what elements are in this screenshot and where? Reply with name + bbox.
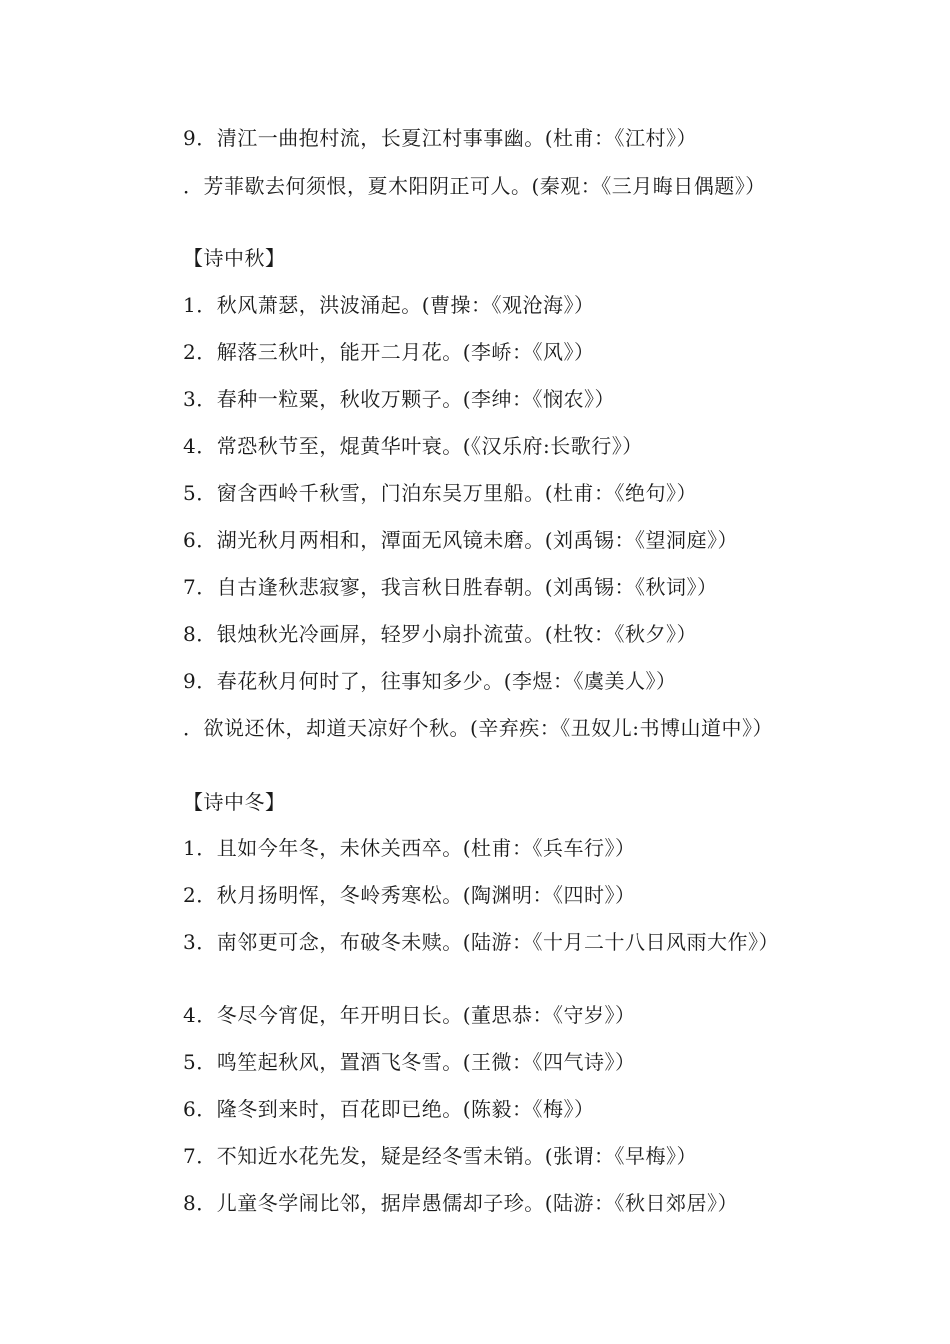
poem-line: 8．银烛秋光冷画屏，轻罗小扇扑流萤。(杜牧：《秋夕》）	[183, 622, 698, 646]
poem-line: 2．解落三秋叶，能开二月花。(李峤：《风》）	[183, 340, 595, 364]
poem-line: 9．清江一曲抱村流，长夏江村事事幽。(杜甫：《江村》）	[183, 126, 698, 150]
section-heading-autumn: 【诗中秋】	[183, 246, 286, 270]
poem-line: 7．不知近水花先发，疑是经冬雪未销。(张谓：《早梅》）	[183, 1144, 698, 1168]
poem-line: 6．湖光秋月两相和，潭面无风镜未磨。(刘禹锡：《望洞庭》）	[183, 528, 739, 552]
poem-line: 3．南邻更可念，布破冬未赎。(陆游：《十月二十八日风雨大作》）	[183, 930, 780, 954]
poem-line: 1．且如今年冬，未休关西卒。(杜甫：《兵车行》）	[183, 836, 636, 860]
poem-line: 9．春花秋月何时了，往事知多少。(李煜：《虞美人》）	[183, 669, 677, 693]
poem-line: ．芳菲歇去何须恨，夏木阳阴正可人。(秦观：《三月晦日偶题》）	[183, 174, 766, 198]
poem-line: ．欲说还休，却道天凉好个秋。(辛弃疾：《丑奴儿:书博山道中》）	[183, 716, 774, 740]
poem-line: 8．儿童冬学闹比邻，据岸愚儒却子珍。(陆游：《秋日郊居》）	[183, 1191, 739, 1215]
poem-line: 4．冬尽今宵促，年开明日长。(董思恭：《守岁》）	[183, 1003, 636, 1027]
poem-line: 6．隆冬到来时，百花即已绝。(陈毅：《梅》）	[183, 1097, 595, 1121]
section-heading-winter: 【诗中冬】	[183, 790, 286, 814]
poem-line: 5．窗含西岭千秋雪，门泊东吴万里船。(杜甫：《绝句》）	[183, 481, 698, 505]
poem-line: 1．秋风萧瑟，洪波涌起。(曹操：《观沧海》）	[183, 293, 595, 317]
poem-line: 5．鸣笙起秋风，置酒飞冬雪。(王微：《四气诗》）	[183, 1050, 636, 1074]
poem-line: 7．自古逢秋悲寂寥，我言秋日胜春朝。(刘禹锡：《秋词》）	[183, 575, 718, 599]
poem-line: 2．秋月扬明恽，冬岭秀寒松。(陶渊明：《四时》）	[183, 883, 636, 907]
poem-line: 3．春种一粒粟，秋收万颗子。(李绅：《悯农》）	[183, 387, 616, 411]
poem-line: 4．常恐秋节至，焜黄华叶衰。(《汉乐府:长歌行》）	[183, 434, 643, 458]
